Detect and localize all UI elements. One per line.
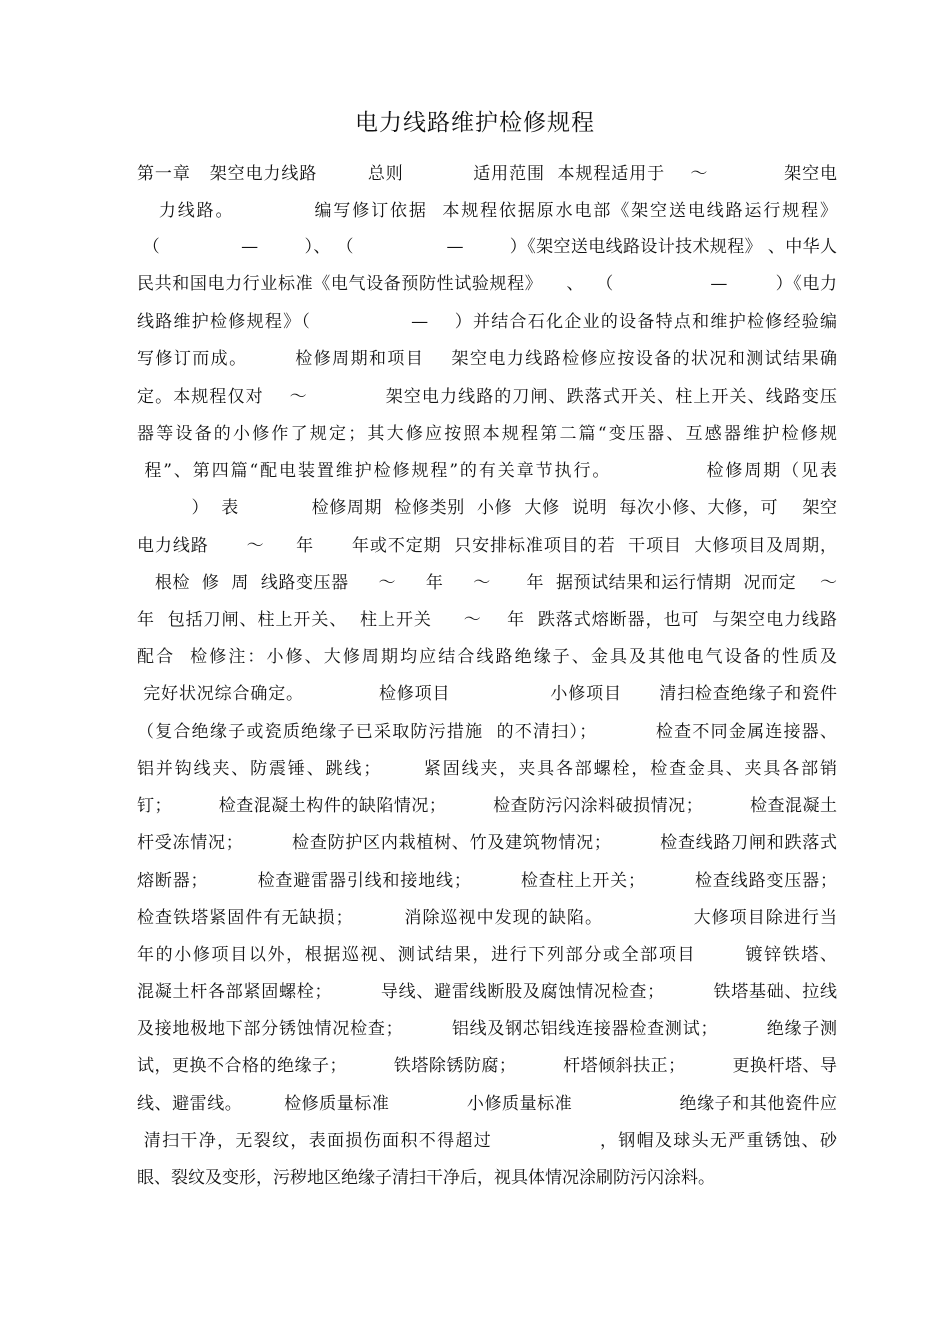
body-line: 钉； 检查混凝土构件的缺陷情况； 检查防污闪涂料破损情况； 检查混凝土 [137, 796, 837, 816]
body-line: 线、避雷线。 检修质量标准 小修质量标准 绝缘子和其他瓷件应 [137, 1094, 837, 1114]
body-line: 试，更换不合格的绝缘子； 铁塔除锈防腐； 杆塔倾斜扶正； 更换杆塔、导 [137, 1056, 837, 1076]
body-line: 民共和国电力行业标准《电气设备预防性试验规程》 、 （ — ）《电力 [137, 274, 837, 294]
body-line: 完好状况综合确定。 检修项目 小修项目 清扫检查绝缘子和瓷件 [137, 684, 837, 704]
body-line: 配合 检修注：小修、大修周期均应结合线路绝缘子、金具及其他电气设备的性质及 [137, 647, 837, 667]
body-line: 根检 修 周 线路变压器 ～ 年 ～ 年 据预试结果和运行情期 况而定 ～ [137, 573, 837, 593]
body-line: 程”、第四篇“配电装置维护检修规程”的有关章节执行。 检修周期（见表 [137, 461, 837, 481]
body-line: 混凝土杆各部紧固螺栓； 导线、避雷线断股及腐蚀情况检查； 铁塔基础、拉线 [137, 982, 837, 1002]
document-title: 电力线路维护检修规程 [355, 110, 595, 136]
body-line: 年 包括刀闸、柱上开关、 柱上开关 ～ 年 跌落式熔断器，也可 与架空电力线路 [137, 610, 837, 630]
body-line: （ — ）、 （ — ）《架空送电线路设计技术规程》 、中华人 [137, 237, 837, 257]
body-line: 线路维护检修规程》（ — ）并结合石化企业的设备特点和维护检修经验编 [137, 312, 837, 332]
body-line: 眼、裂纹及变形，污秽地区绝缘子清扫干净后，视具体情况涂刷防污闪涂料。 [137, 1168, 715, 1188]
body-line: 定。本规程仅对 ～ 架空电力线路的刀闸、跌落式开关、柱上开关、线路变压 [137, 387, 837, 407]
body-line: 及接地极地下部分锈蚀情况检查； 铝线及钢芯铝线连接器检查测试； 绝缘子测 [137, 1019, 837, 1039]
body-line: 杆受冻情况； 检查防护区内栽植树、竹及建筑物情况； 检查线路刀闸和跌落式 [137, 833, 837, 853]
body-line: 清扫干净，无裂纹，表面损伤面积不得超过 ，钢帽及球头无严重锈蚀、砂 [137, 1131, 837, 1151]
body-line: 写修订而成。 检修周期和项目 架空电力线路检修应按设备的状况和测试结果确 [137, 349, 837, 369]
body-line: 检查铁塔紧固件有无缺损； 消除巡视中发现的缺陷。 大修项目除进行当 [137, 908, 837, 928]
body-line: ） 表 检修周期 检修类别 小修 大修 说明 每次小修、大修，可 架空 [137, 498, 837, 518]
body-line: 第一章 架空电力线路 总则 适用范围 本规程适用于 ～ 架空电 [137, 164, 837, 184]
body-line: （复合绝缘子或瓷质绝缘子已采取防污措施 的不清扫）； 检查不同金属连接器、 [137, 722, 837, 742]
body-line: 铝并钩线夹、防震锤、跳线； 紧固线夹，夹具各部螺栓，检查金具、夹具各部销 [137, 759, 837, 779]
body-line: 熔断器； 检查避雷器引线和接地线； 检查柱上开关； 检查线路变压器； [137, 871, 837, 891]
body-line: 电力线路 ～ 年 年或不定期 只安排标准项目的若 干项目 大修项目及周期， [137, 536, 837, 556]
body-line: 器等设备的小修作了规定；其大修应按照本规程第二篇“变压器、互感器维护检修规 [137, 424, 837, 444]
body-line: 年的小修项目以外，根据巡视、测试结果，进行下列部分或全部项目 镀锌铁塔、 [137, 945, 837, 965]
body-line: 力线路。 编写修订依据 本规程依据原水电部《架空送电线路运行规程》 [137, 201, 837, 221]
